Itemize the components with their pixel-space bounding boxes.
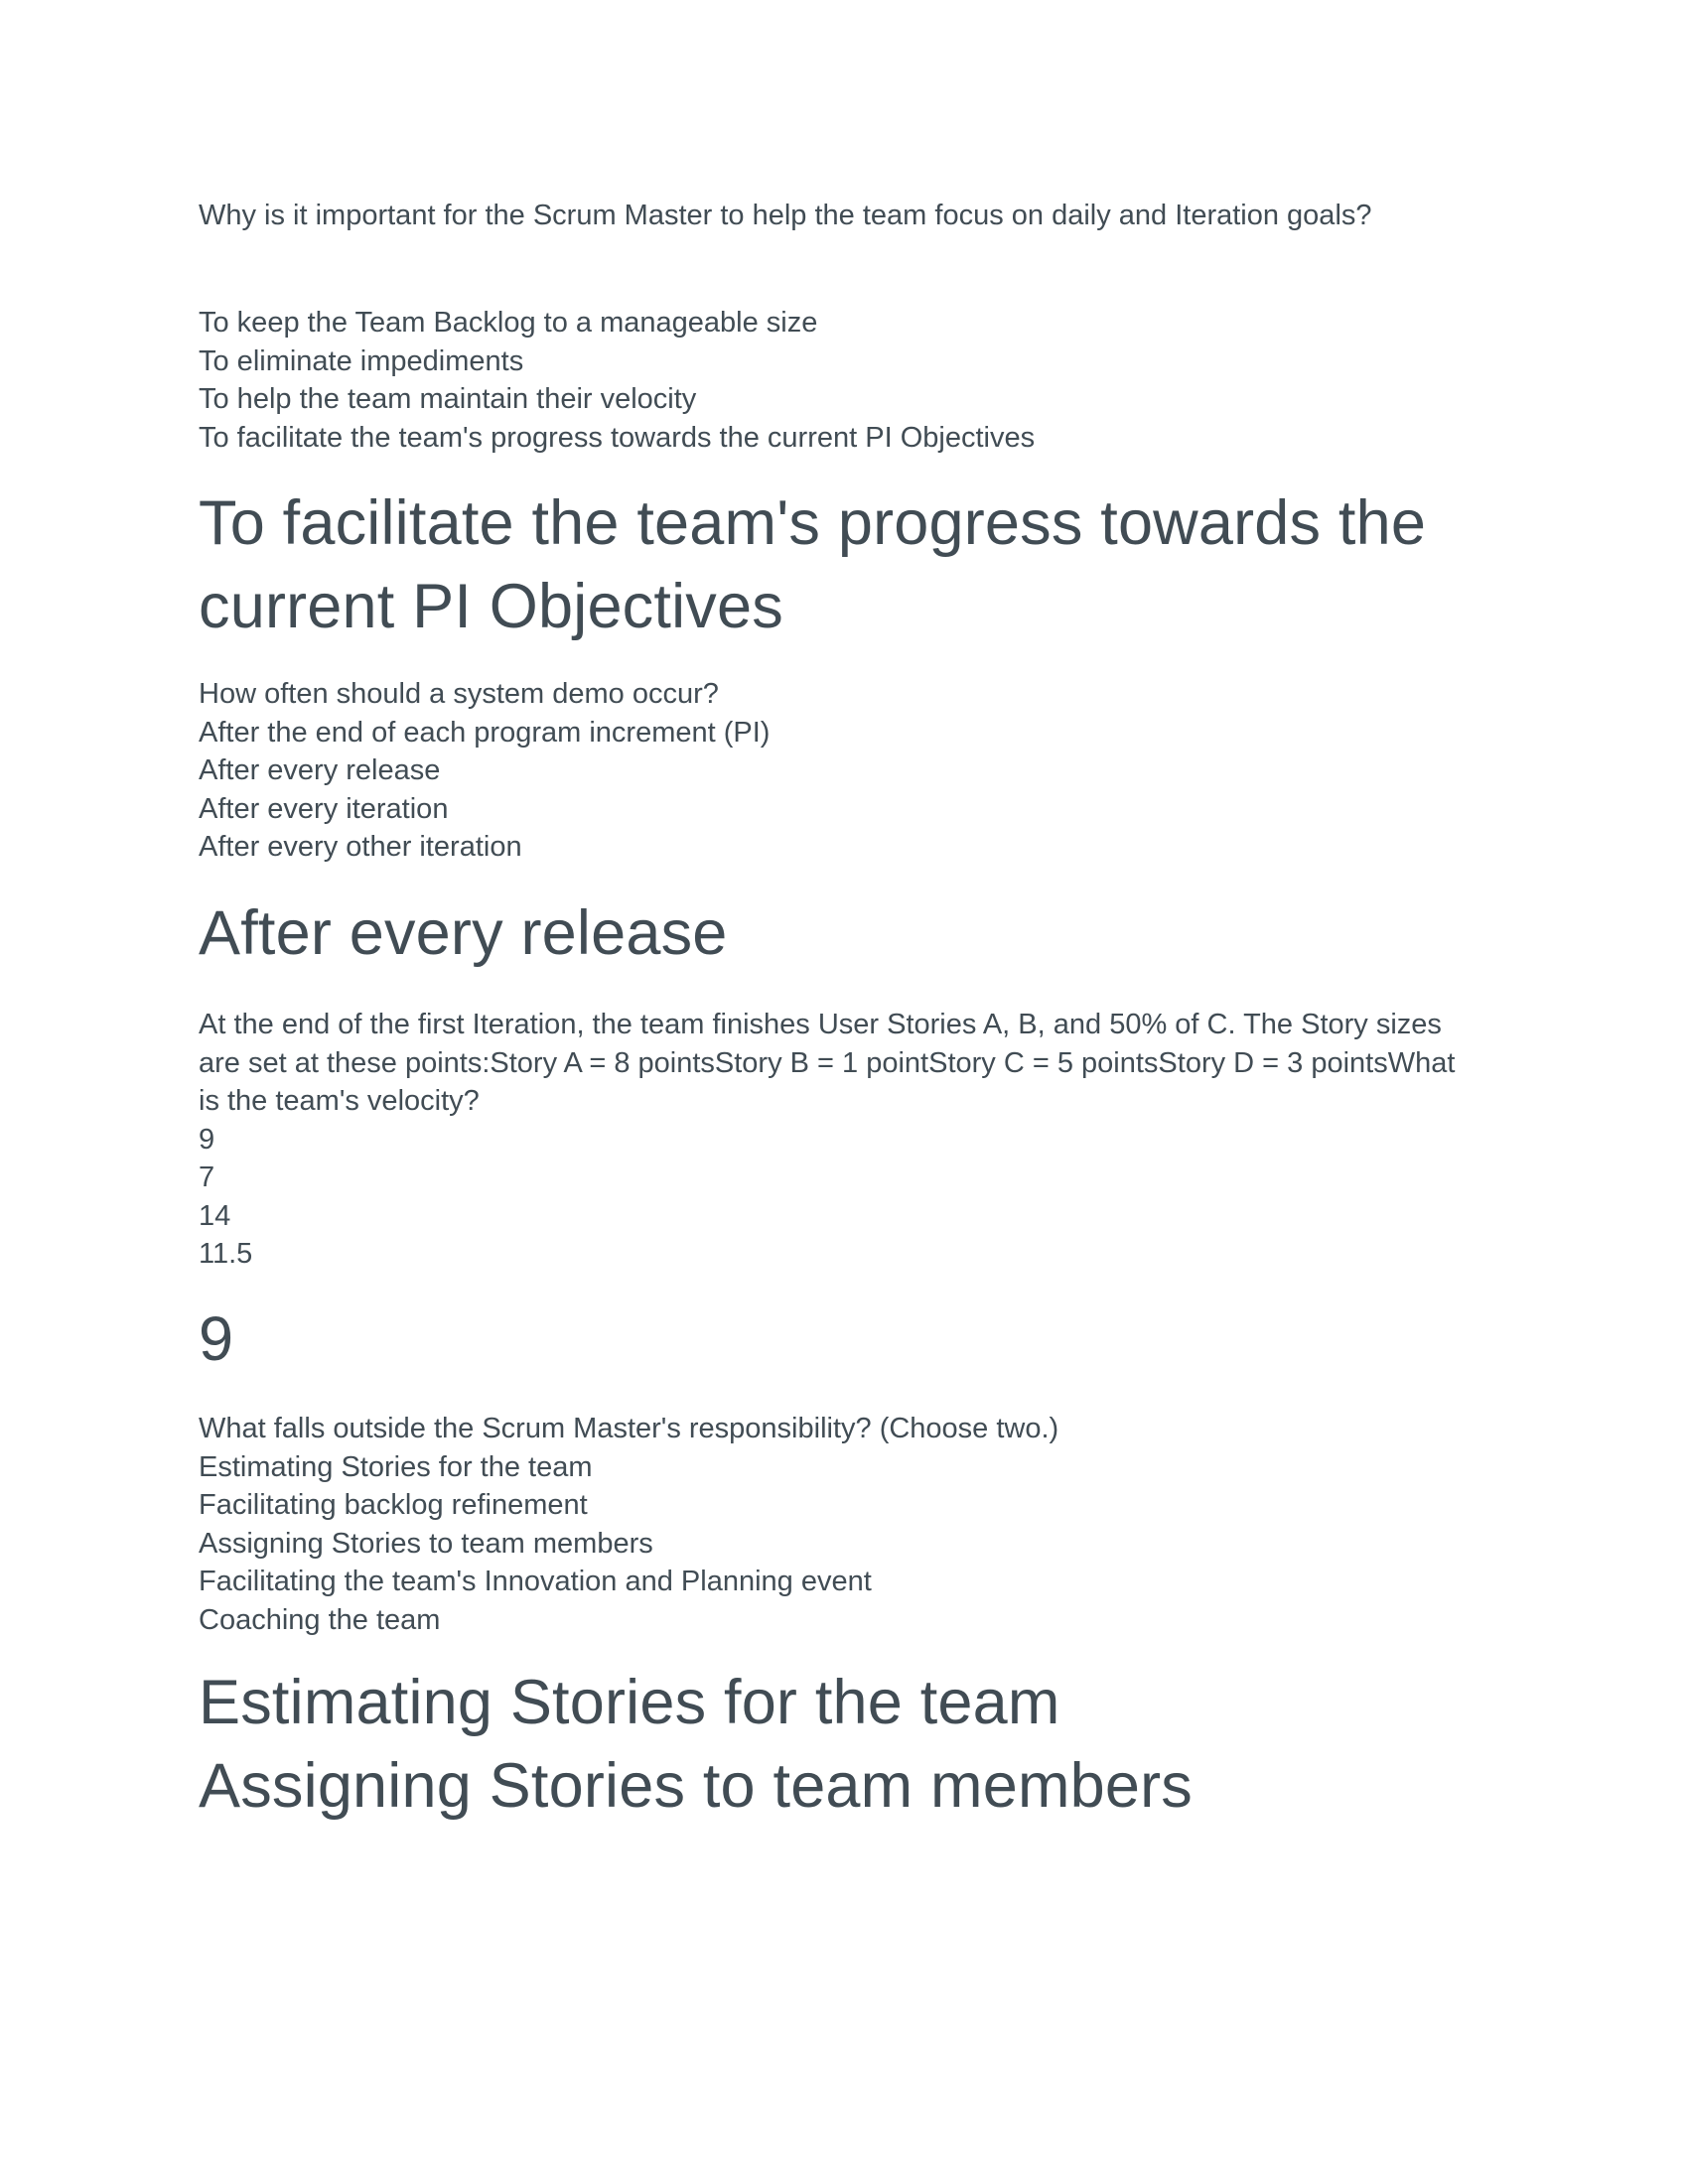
option-item: To keep the Team Backlog to a manageable size [199, 307, 818, 339]
option-item: 9 [199, 1123, 215, 1156]
option-item: Estimating Stories for the team [199, 1450, 593, 1483]
answer-block-4 [199, 1661, 1470, 1828]
option-item: To help the team maintain their velocity [199, 383, 697, 415]
option-item: To eliminate impediments [199, 344, 524, 377]
option-item: Assigning Stories to team members [199, 1527, 653, 1560]
option-item: After the end of each program increment (PI) [199, 716, 771, 749]
question-text: At the end of the first Iteration, the team finishes User Stories A, B, and 50% of C. The Story sizes [199, 1009, 1442, 1040]
option-item: Facilitating backlog refinement [199, 1489, 588, 1521]
question-text: are set at these points:Story A = 8 pointsStory B = 1 pointStory C = 5 pointsStory D = 3 pointsWhat [199, 1046, 1456, 1079]
answer-heading: Estimating Stories for the team [199, 1668, 1060, 1737]
option-item: 11.5 [199, 1238, 253, 1270]
answer-heading: current PI Objectives [199, 572, 783, 641]
option-item: After every release [199, 754, 441, 786]
question-text: is the team's velocity? [199, 1085, 480, 1117]
question-text: What falls outside the Scrum Master's responsibility? (Choose two.) [199, 1413, 1059, 1444]
answer-heading: 9 [199, 1304, 234, 1374]
option-item: 7 [199, 1161, 215, 1193]
options-block-1 [199, 304, 1470, 457]
answer-heading: After every release [199, 898, 728, 968]
option-item: After every other iteration [199, 831, 522, 863]
question-block-3 [199, 1006, 1470, 1274]
answer-block-1 [199, 481, 1470, 648]
option-item: 14 [199, 1199, 231, 1232]
answer-block-3 [199, 1297, 1470, 1381]
question-block-2 [199, 675, 1470, 867]
question-block-1 [199, 197, 1470, 235]
option-item: To facilitate the team's progress towards the current PI Objectives [199, 421, 1036, 454]
answer-block-2 [199, 891, 1470, 975]
question-text: Why is it important for the Scrum Master to help the team focus on daily and Iteration goals? [199, 200, 1372, 231]
answer-heading: Assigning Stories to team members [199, 1751, 1194, 1821]
option-item: After every iteration [199, 792, 449, 825]
question-text: How often should a system demo occur? [199, 678, 719, 710]
question-block-4 [199, 1410, 1470, 1639]
answer-heading: To facilitate the team's progress towards the [199, 488, 1427, 558]
option-item: Facilitating the team's Innovation and Planning event [199, 1566, 872, 1597]
option-item: Coaching the team [199, 1603, 441, 1636]
